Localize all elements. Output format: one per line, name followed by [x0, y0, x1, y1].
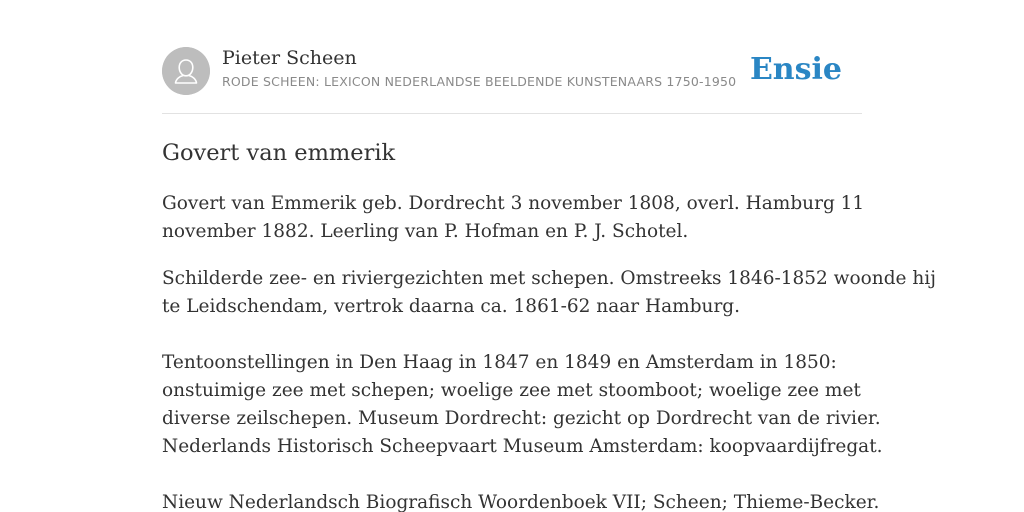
paragraph-exhibitions	[162, 349, 882, 461]
article-title: Govert van emmerik	[162, 140, 396, 166]
ensie-logo[interactable]: Ensie	[749, 52, 842, 87]
paragraph-work	[162, 265, 936, 321]
source-name[interactable]: RODE SCHEEN: LEXICON NEDERLANDSE BEELDENDE KUNSTENAARS 1750-1950	[222, 74, 737, 89]
author-name[interactable]: Pieter Scheen	[222, 47, 357, 69]
blank-line	[162, 321, 882, 349]
user-silhouette-icon[interactable]	[162, 47, 210, 95]
paragraph-line: onstuimige zee met schepen; woelige zee met stoomboot; woelige zee met	[162, 380, 861, 401]
paragraph-line: te Leidschendam, vertrok daarna ca. 1861-62 naar Hamburg.	[162, 296, 741, 317]
header-divider	[162, 113, 862, 114]
paragraph-line: Nieuw Nederlandsch Biografisch Woordenboek VII; Scheen; Thieme-Becker.	[162, 492, 880, 512]
article-header	[162, 46, 862, 114]
paragraph-line: Govert van Emmerik geb. Dordrecht 3 november 1808, overl. Hamburg 11	[162, 193, 865, 214]
paragraph-line: diverse zeilschepen. Museum Dordrecht: gezicht op Dordrecht van de rivier.	[162, 408, 881, 429]
paragraph-literature	[162, 489, 882, 512]
article-body	[162, 190, 936, 512]
paragraph-biography	[162, 190, 882, 246]
paragraph-line: Tentoonstellingen in Den Haag in 1847 en 1849 en Amsterdam in 1850:	[162, 352, 837, 373]
paragraph-line: november 1882. Leerling van P. Hofman en P. J. Schotel.	[162, 221, 689, 242]
paragraph-line: Nederlands Historisch Scheepvaart Museum Amsterdam: koopvaardijfregat.	[162, 436, 883, 457]
paragraph-line: Schilderde zee- en riviergezichten met schepen. Omstreeks 1846-1852 woonde hij	[162, 268, 936, 289]
blank-line	[162, 461, 882, 489]
